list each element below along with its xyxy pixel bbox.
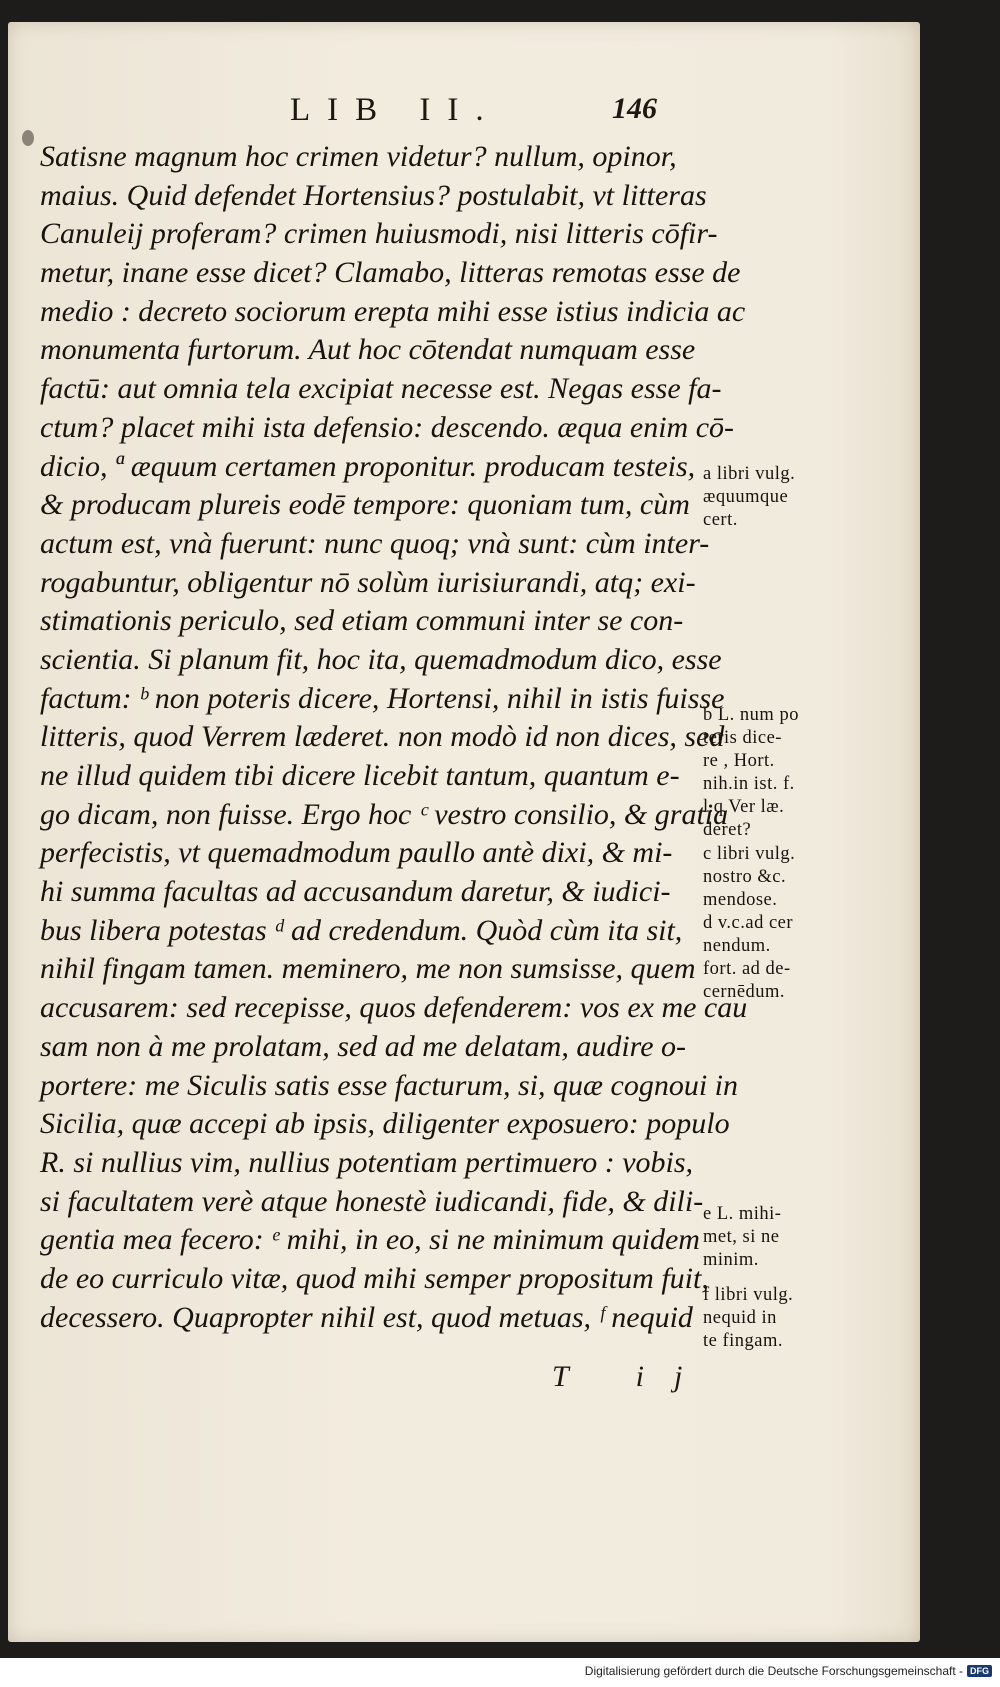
text-line: de eo curriculo vitæ, quod mihi semper propositum fuit, — [40, 1261, 709, 1295]
note-line: te fingam. — [703, 1331, 784, 1351]
text-line: Satisne magnum hoc crimen videtur? nullum, opinor, — [40, 140, 677, 173]
text-line: rogabuntur, obligentur nō solùm iurisiurandi, atq; exi- — [40, 565, 696, 599]
note-line: d v.c.ad cer — [703, 913, 794, 933]
text-line: monumenta furtorum. Aut hoc cōtendat numquam esse — [40, 333, 696, 367]
text-line: ctum? placet mihi ista defensio: descendo. æqua enim cō- — [40, 410, 735, 444]
note-line: teris dice- — [703, 728, 782, 748]
note-line: c libri vulg. — [703, 844, 796, 864]
page-number: 146 — [612, 92, 657, 125]
note-line: nostro &c. — [703, 867, 787, 887]
text-line: dicio, ª æquum certamen proponitur. producam testeis, — [40, 449, 696, 483]
note-line: fort. ad de- — [703, 959, 791, 979]
footer-credit — [585, 1664, 992, 1678]
text-line: si facultatem verè atque honestè iudicandi, fide, & dili- — [40, 1184, 704, 1218]
note-line: f libri vulg. — [703, 1285, 794, 1305]
footer-text: Digitalisierung gefördert durch die Deutsche Forschungsgemeinschaft - — [584, 1664, 963, 1678]
text-line: nihil fingam tamen. meminero, me non sumsisse, quem — [40, 952, 696, 986]
note-line: met, si ne — [703, 1227, 780, 1247]
text-line: maius. Quid defendet Hortensius? postulabit, vt litteras — [40, 178, 707, 212]
text-line: hi summa facultas ad accusandum daretur, & iudici- — [40, 875, 671, 909]
note-line: deret? — [703, 820, 752, 840]
running-head: LIB II. — [290, 92, 501, 128]
text-line: metur, inane esse dicet? Clamabo, litteras remotas esse de — [40, 256, 741, 290]
marginal-note-e — [703, 1203, 863, 1272]
note-line: æquumque — [703, 487, 789, 507]
text-line: ne illud quidem tibi dicere licebit tantum, quantum e- — [40, 759, 680, 792]
text-line: R. si nullius vim, nullius potentiam pertimuero : vobis, — [40, 1145, 694, 1179]
text-line: medio : decreto sociorum erepta mihi esse istius indicia ac — [40, 294, 746, 328]
marginal-note-c — [703, 843, 863, 912]
note-line: cert. — [703, 510, 738, 530]
text-line: factum: ᵇ non poteris dicere, Hortensi, nihil in istis fuisse — [40, 681, 725, 715]
note-line: a libri vulg. — [703, 464, 796, 484]
note-line: nendum. — [703, 936, 771, 956]
text-line: decessero. Quapropter nihil est, quod metuas, ᶠ nequid — [40, 1300, 693, 1334]
note-line: mendose. — [703, 890, 778, 910]
note-line: nequid in — [703, 1308, 777, 1328]
note-line: nih.in ist. f. — [703, 774, 795, 794]
marginal-note-f — [703, 1284, 863, 1353]
text-line: stimationis periculo, sed etiam communi inter se con- — [40, 604, 684, 638]
note-line: b L. num po — [703, 705, 799, 725]
text-line: accusarem: sed recepisse, quos defenderem: vos ex me cau — [40, 991, 748, 1025]
page-stain — [22, 130, 34, 146]
text-line: scientia. Si planum fit, hoc ita, quemadmodum dico, esse — [40, 642, 722, 676]
text-line: portere: me Siculis satis esse facturum, si, quæ cognoui in — [40, 1068, 738, 1102]
signature-mark: T ij — [552, 1360, 713, 1393]
text-line: Canuleij proferam? crimen huiusmodi, nisi litteris cōfir- — [40, 217, 718, 251]
note-line: re , Hort. — [703, 751, 775, 771]
marginal-note-b — [703, 704, 863, 842]
marginal-note-a — [703, 463, 863, 532]
note-line: e L. mihi- — [703, 1204, 782, 1224]
marginal-note-d — [703, 912, 863, 1004]
note-line: minim. — [703, 1250, 759, 1270]
text-line: litteris, quod Verrem læderet. non modò id non dices, sed — [40, 720, 725, 754]
text-line: factū: aut omnia tela excipiat necesse est. Negas esse fa- — [40, 372, 722, 406]
text-line: bus libera potestas ᵈ ad credendum. Quòd cùm ita sit, — [40, 913, 683, 947]
dfg-logo: DFG — [967, 1665, 992, 1677]
text-line: sam non à me prolatam, sed ad me delatam, audire o- — [40, 1029, 687, 1063]
text-line: go dicam, non fuisse. Ergo hoc ᶜ vestro consilio, & gratia — [40, 797, 729, 831]
text-line: perfecistis, vt quemadmodum paullo antè dixi, & mi- — [40, 836, 673, 870]
text-line: actum est, vnà fuerunt: nunc quoq; vnà sunt: cùm inter- — [40, 526, 710, 560]
note-line: cernēdum. — [703, 982, 786, 1002]
text-line: gentia mea fecero: ᵉ mihi, in eo, si ne minimum quidem — [40, 1223, 700, 1257]
note-line: l.q Ver læ. — [703, 797, 785, 817]
text-line: & producam plureis eodē tempore: quoniam tum, cùm — [40, 488, 690, 522]
text-line: Sicilia, quæ accepi ab ipsis, diligenter exposuero: populo — [40, 1107, 730, 1141]
